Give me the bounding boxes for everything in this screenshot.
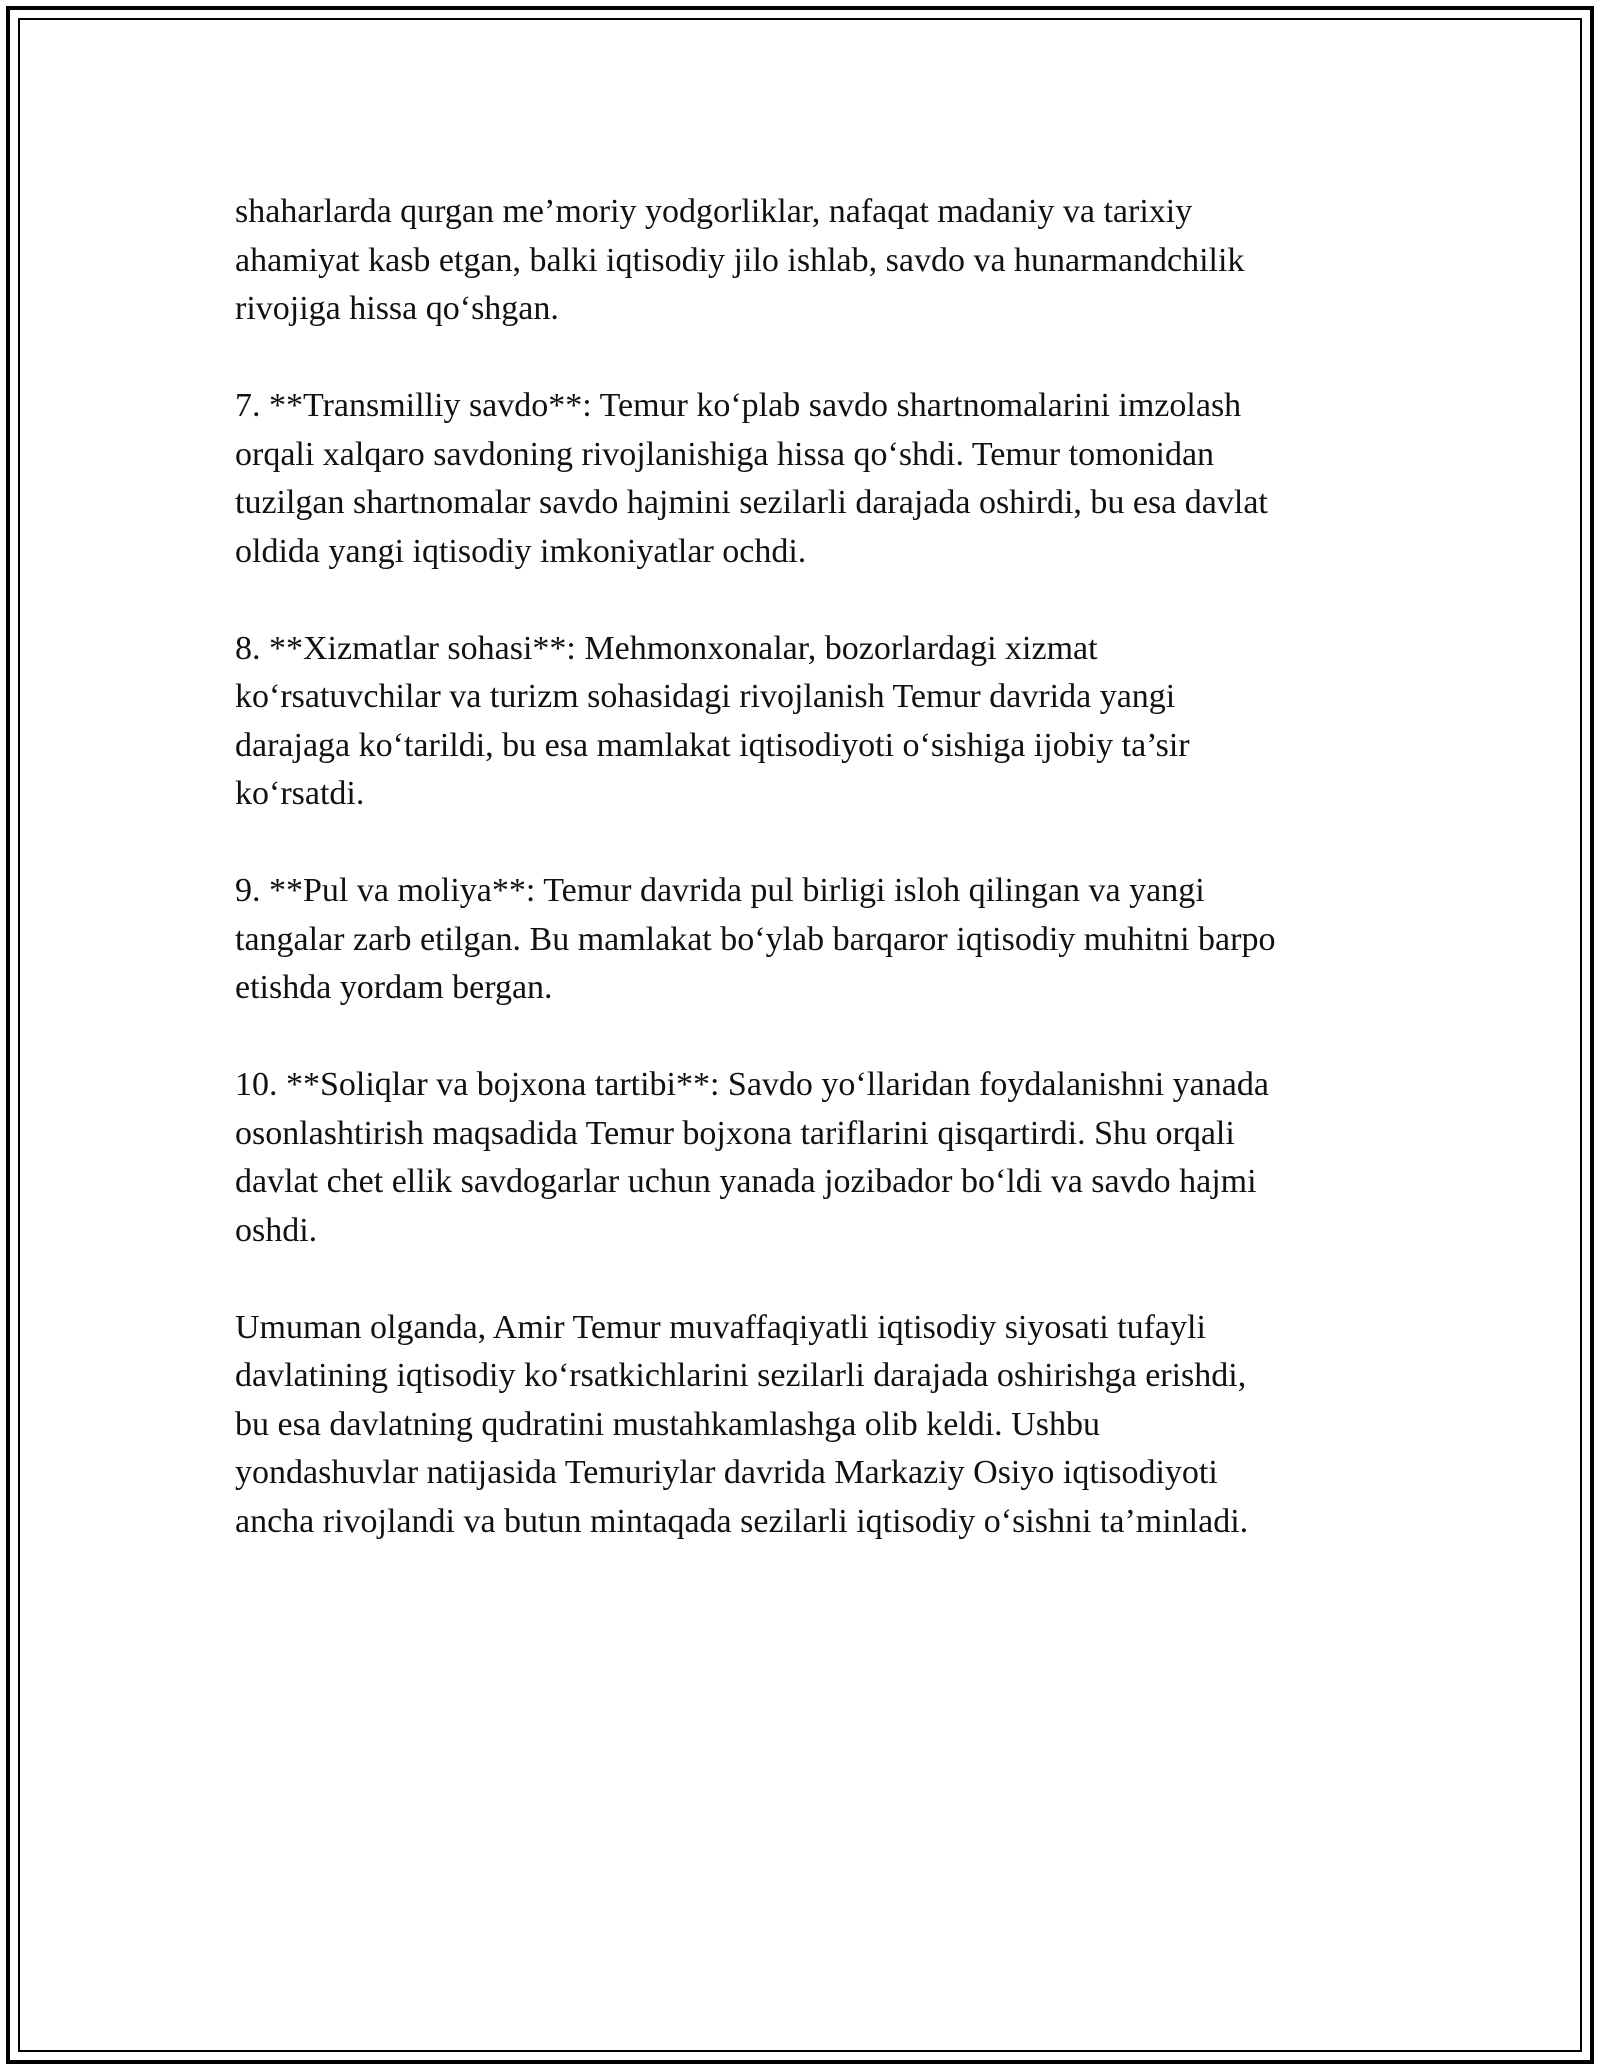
paragraph-intro-continuation: shaharlarda qurgan me’moriy yodgorliklar, nafaqat madaniy va tarixiy ahamiyat kasb etgan, balki iqtisodiy jilo ishlab, savdo va hunarmandchilik rivojiga hissa qo‘shgan.	[235, 193, 1245, 327]
paragraph-item-9-pul-va-moliya: 9. **Pul va moliya**: Temur davrida pul birligi isloh qilingan va yangi tangalar zarb etilgan. Bu mamlakat bo‘ylab barqaror iqtisodiy muhitni barpo etishda yordam bergan.	[235, 872, 1276, 1006]
paragraph-item-8-xizmatlar-sohasi: 8. **Xizmatlar sohasi**: Mehmonxonalar, bozorlardagi xizmat ko‘rsatuvchilar va turizm sohasidagi rivojlanish Temur davrida yangi darajaga ko‘tarildi, bu esa mamlakat iqtisodiyoti o‘sishiga ijobiy ta’sir ko‘rsatdi.	[235, 629, 1190, 812]
paragraph-item-7-transmilliy-savdo: 7. **Transmilliy savdo**: Temur ko‘plab savdo shartnomalarini imzolash orqali xalqaro savdoning rivojlanishiga hissa qo‘shdi. Temur tomonidan tuzilgan shartnomalar savdo hajmini sezilarli darajada oshirdi, bu esa davlat oldida yangi iqtisodiy imkoniyatlar ochdi.	[235, 387, 1268, 570]
document-body	[235, 188, 1375, 1595]
paragraph-item-10-soliqlar: 10. **Soliqlar va bojxona tartibi**: Savdo yo‘llaridan foydalanishni yanada osonlashtirish maqsadida Temur bojxona tariflarini qisqartirdi. Shu orqali davlat chet ellik savdogarlar uchun yanada jozibador bo‘ldi va savdo hajmi oshdi.	[235, 1066, 1269, 1249]
paragraph-conclusion: Umuman olganda, Amir Temur muvaffaqiyatli iqtisodiy siyosati tufayli davlatining iqtisodiy ko‘rsatkichlarini sezilarli darajada oshirishga erishdi, bu esa davlatning qudratini mustahkamlashga olib keldi. Ushbu yondashuvlar natijasida Temuriylar davrida Markaziy Osiyo iqtisodiyoti ancha rivojlandi va butun mintaqada sezilarli iqtisodiy o‘sishni ta’minladi.	[235, 1308, 1249, 1540]
